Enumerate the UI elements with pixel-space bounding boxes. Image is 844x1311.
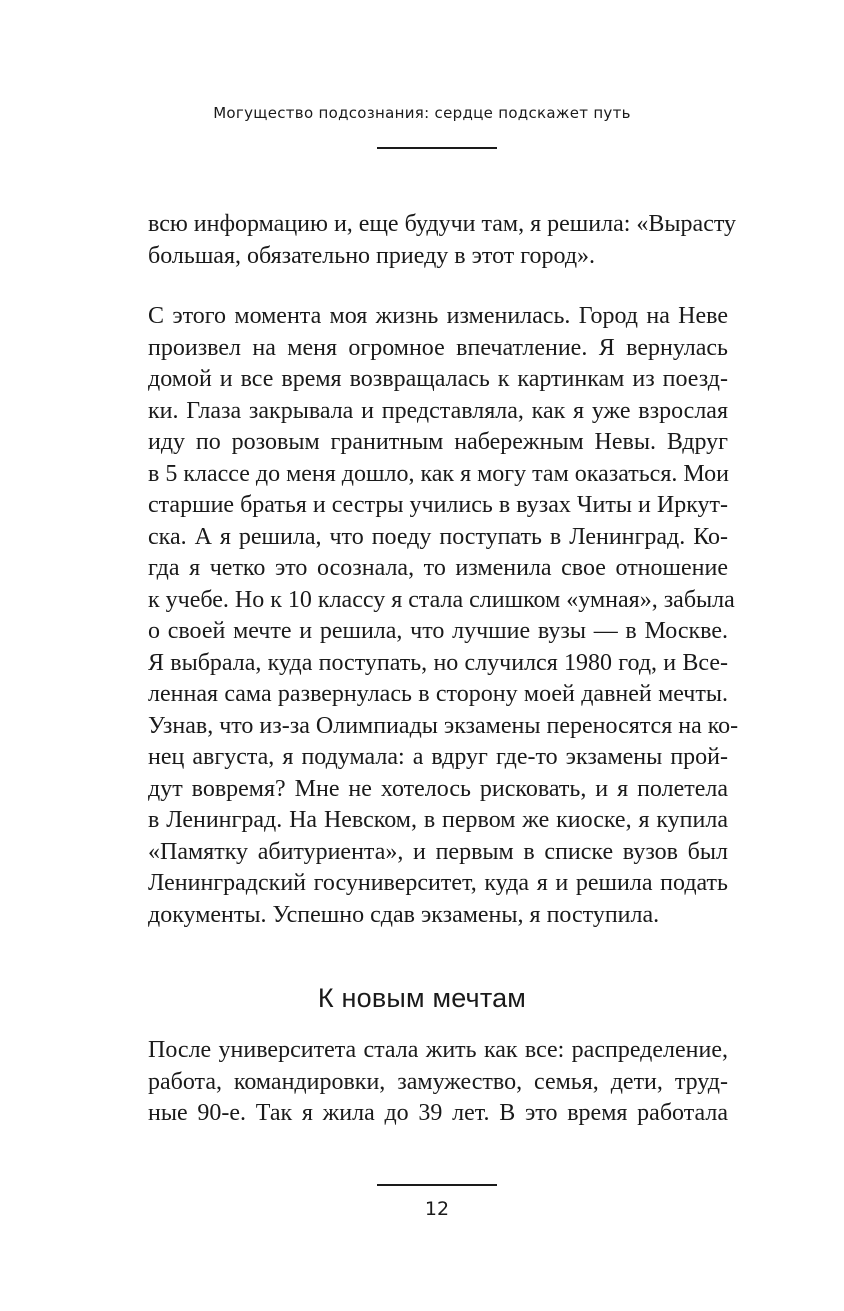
text-line: Ленинградский госуниверситет, куда я и решила подать bbox=[148, 870, 728, 896]
text-line: Я выбрала, куда поступать, но случился 1980 год, и Все- bbox=[148, 649, 728, 676]
text-line: После университета стала жить как все: распределение, bbox=[148, 1037, 728, 1063]
section-heading: К новым мечтам bbox=[317, 983, 527, 1013]
text-line: в 5 классе до меня дошло, как я могу там оказаться. Мои bbox=[148, 460, 729, 487]
text-line: всю информацию и, еще будучи там, я решила: «Вырасту bbox=[148, 211, 737, 237]
text-line: документы. Успешно сдав экзамены, я поступила. bbox=[148, 901, 660, 928]
text-line: произвел на меня огромное впечатление. Я вернулась bbox=[148, 334, 728, 361]
paragraph bbox=[148, 1035, 728, 1130]
text-line: гда я четко это осознала, то изменила свое отношение bbox=[148, 555, 728, 581]
text-line: иду по розовым гранитным набережным Невы. Вдруг bbox=[148, 429, 728, 455]
text-line: ки. Глаза закрывала и представляла, как я уже взрослая bbox=[148, 397, 728, 424]
text-line: нец августа, я подумала: а вдруг где-то экзамены прой- bbox=[148, 744, 728, 770]
running-head: Могущество подсознания: сердце подскажет путь bbox=[213, 104, 631, 122]
text-line: дут вовремя? Мне не хотелось рисковать, и я полетела bbox=[148, 775, 728, 802]
text-line: Узнав, что из-за Олимпиады экзамены переносятся на ко- bbox=[148, 712, 739, 739]
text-line: ленная сама развернулась в сторону моей давней мечты. bbox=[148, 681, 728, 707]
footer-rule bbox=[377, 1184, 497, 1186]
text-line: старшие братья и сестры учились в вузах Читы и Иркут- bbox=[148, 492, 728, 518]
text-line: работа, командировки, замужество, семья, дети, труд- bbox=[148, 1068, 728, 1095]
text-line: большая, обязательно приеду в этот город». bbox=[148, 242, 596, 269]
header-rule bbox=[377, 147, 497, 149]
text-line: ска. А я решила, что поеду поступать в Ленинград. Ко- bbox=[148, 523, 728, 550]
paragraph bbox=[148, 301, 739, 931]
text-line: о своей мечте и решила, что лучшие вузы — в Москве. bbox=[148, 618, 728, 644]
text-line: «Памятку абитуриента», и первым в списке вузов был bbox=[148, 838, 728, 865]
text-line: к учебе. Но к 10 классу я стала слишком «умная», забыла bbox=[148, 586, 735, 613]
text-line: ные 90-е. Так я жила до 39 лет. В это время работала bbox=[148, 1100, 728, 1126]
text-line: С этого момента моя жизнь изменилась. Город на Неве bbox=[148, 303, 728, 329]
text-line: домой и все время возвращалась к картинкам из поезд- bbox=[148, 366, 728, 392]
paragraph bbox=[148, 209, 737, 272]
page-number: 12 bbox=[424, 1198, 450, 1220]
text-line: в Ленинград. На Невском, в первом же киоске, я купила bbox=[148, 807, 728, 833]
